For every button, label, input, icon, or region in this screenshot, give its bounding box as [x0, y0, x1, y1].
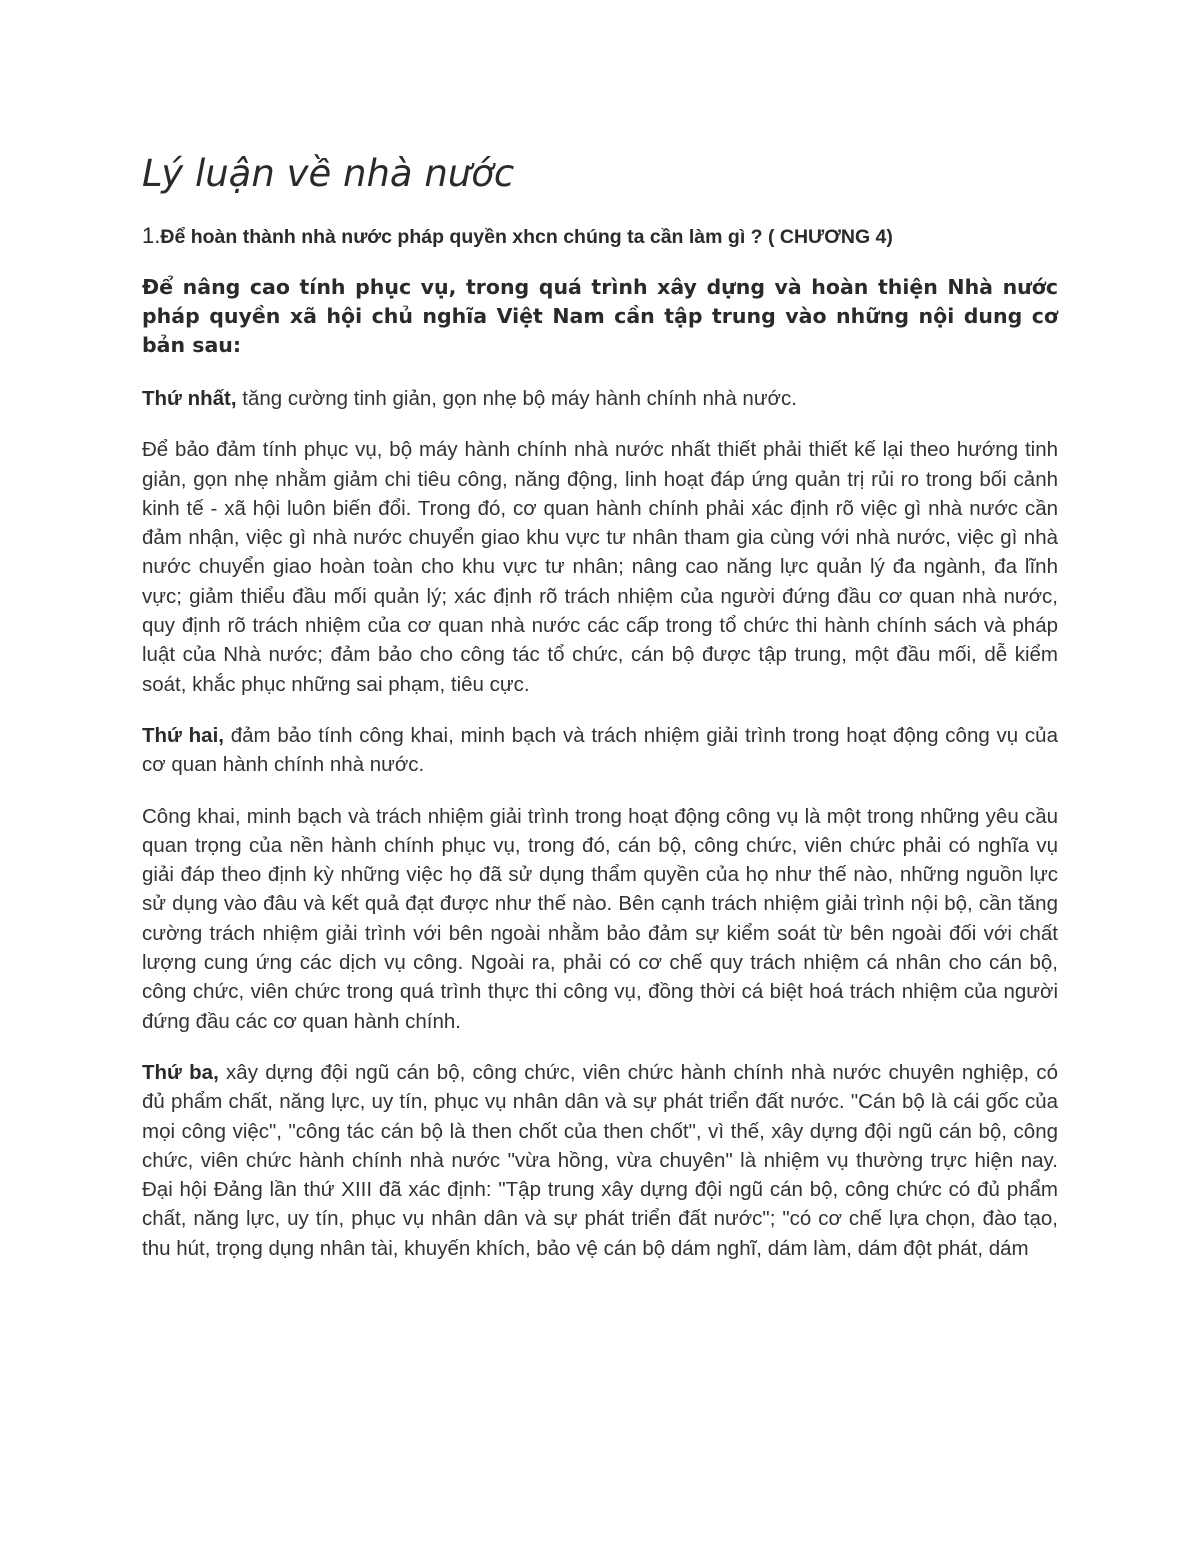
section-1-body: Để bảo đảm tính phục vụ, bộ máy hành chính nhà nước nhất thiết phải thiết kế lại theo hướng tinh giản, gọn nhẹ nhằm giảm chi tiêu công, năng động, linh hoạt đáp ứng quản trị rủi ro trong bối cảnh kinh tế - xã hội luôn biến đổi. Trong đó, cơ quan hành chính phải xác định rõ việc gì nhà nước cần đảm nhận, việc gì nhà nước chuyển giao khu vực tư nhân tham gia cùng với nhà nước, việc gì nhà nước chuyển giao hoàn toàn cho khu vực tư nhân; nâng cao năng lực quản lý đa ngành, đa lĩnh vực; giảm thiểu đầu mối quản lý; xác định rõ trách nhiệm của người đứng đầu cơ quan nhà nước, quy định rõ trách nhiệm của cơ quan nhà nước các cấp trong tổ chức thi hành chính sách và pháp luật của Nhà nước; đảm bảo cho công tác tổ chức, cán bộ được tập trung, một đầu mối, dễ kiểm soát, khắc phục những sai phạm, tiêu cực.	[142, 438, 1058, 696]
document-page	[142, 140, 1058, 1263]
section-2-lead: Thứ hai,	[142, 723, 224, 747]
section-3-heading-text: xây dựng đội ngũ cán bộ, công chức, viên chức hành chính nhà nước chuyên nghiệp, có đủ phẩm chất, năng lực, uy tín, phục vụ nhân dân và sự phát triển đất nước. "Cán bộ là cái gốc của mọi công việc", "công tác cán bộ là then chốt của then chốt", vì thế, xây dựng đội ngũ cán bộ, công chức, viên chức hành chính nhà nước "vừa hồng, vừa chuyên" là nhiệm vụ thường trực hiện nay. Đại hội Đảng lần thứ XIII đã xác định: "Tập trung xây dựng đội ngũ cán bộ, công chức có đủ phẩm chất, năng lực, uy tín, phục vụ nhân dân và sự phát triển đất nước"; "có cơ chế lựa chọn, đào tạo, thu hút, trọng dụng nhân tài, khuyến khích, bảo vệ cán bộ dám nghĩ, dám làm, dám đột phát, dám	[142, 1060, 1058, 1260]
section-3-lead: Thứ ba,	[142, 1060, 219, 1084]
section-2-heading-text: đảm bảo tính công khai, minh bạch và trách nhiệm giải trình trong hoạt động công vụ của cơ quan hành chính nhà nước.	[142, 723, 1058, 777]
intro-paragraph: Để nâng cao tính phục vụ, trong quá trình xây dựng và hoàn thiện Nhà nước pháp quyền xã hội chủ nghĩa Việt Nam cần tập trung vào những nội dung cơ bản sau:	[142, 274, 1058, 357]
section-1-heading	[142, 384, 1058, 413]
section-2-heading	[142, 721, 1058, 780]
section-1-heading-text: tăng cường tinh giản, gọn nhẹ bộ máy hành chính nhà nước.	[236, 386, 797, 410]
section-1-lead: Thứ nhất,	[142, 386, 237, 410]
section-2-body: Công khai, minh bạch và trách nhiệm giải trình trong hoạt động công vụ là một trong những yêu cầu quan trọng của nền hành chính phục vụ, trong đó, cán bộ, công chức, viên chức phải có nghĩa vụ giải đáp theo định kỳ những việc họ đã sử dụng thẩm quyền của họ như thế nào, những nguồn lực sử dụng vào đâu và kết quả đạt được như thế nào. Bên cạnh trách nhiệm giải trình nội bộ, cần tăng cường trách nhiệm giải trình với bên ngoài nhằm bảo đảm sự kiểm soát từ bên ngoài đối với chất lượng cung ứng các dịch vụ công. Ngoài ra, phải có cơ chế quy trách nhiệm cá nhân cho cán bộ, công chức, viên chức trong quá trình thực thi công vụ, đồng thời cá biệt hoá trách nhiệm của người đứng đầu các cơ quan hành chính.	[142, 804, 1058, 1033]
section-3-heading	[142, 1058, 1058, 1263]
document-title: Lý luận về nhà nước	[142, 152, 515, 195]
question-heading	[142, 222, 1058, 251]
question-number: 1.	[142, 223, 161, 249]
question-text: Để hoàn thành nhà nước pháp quyền xhcn chúng ta cần làm gì ? ( CHƯƠNG 4)	[160, 226, 893, 249]
